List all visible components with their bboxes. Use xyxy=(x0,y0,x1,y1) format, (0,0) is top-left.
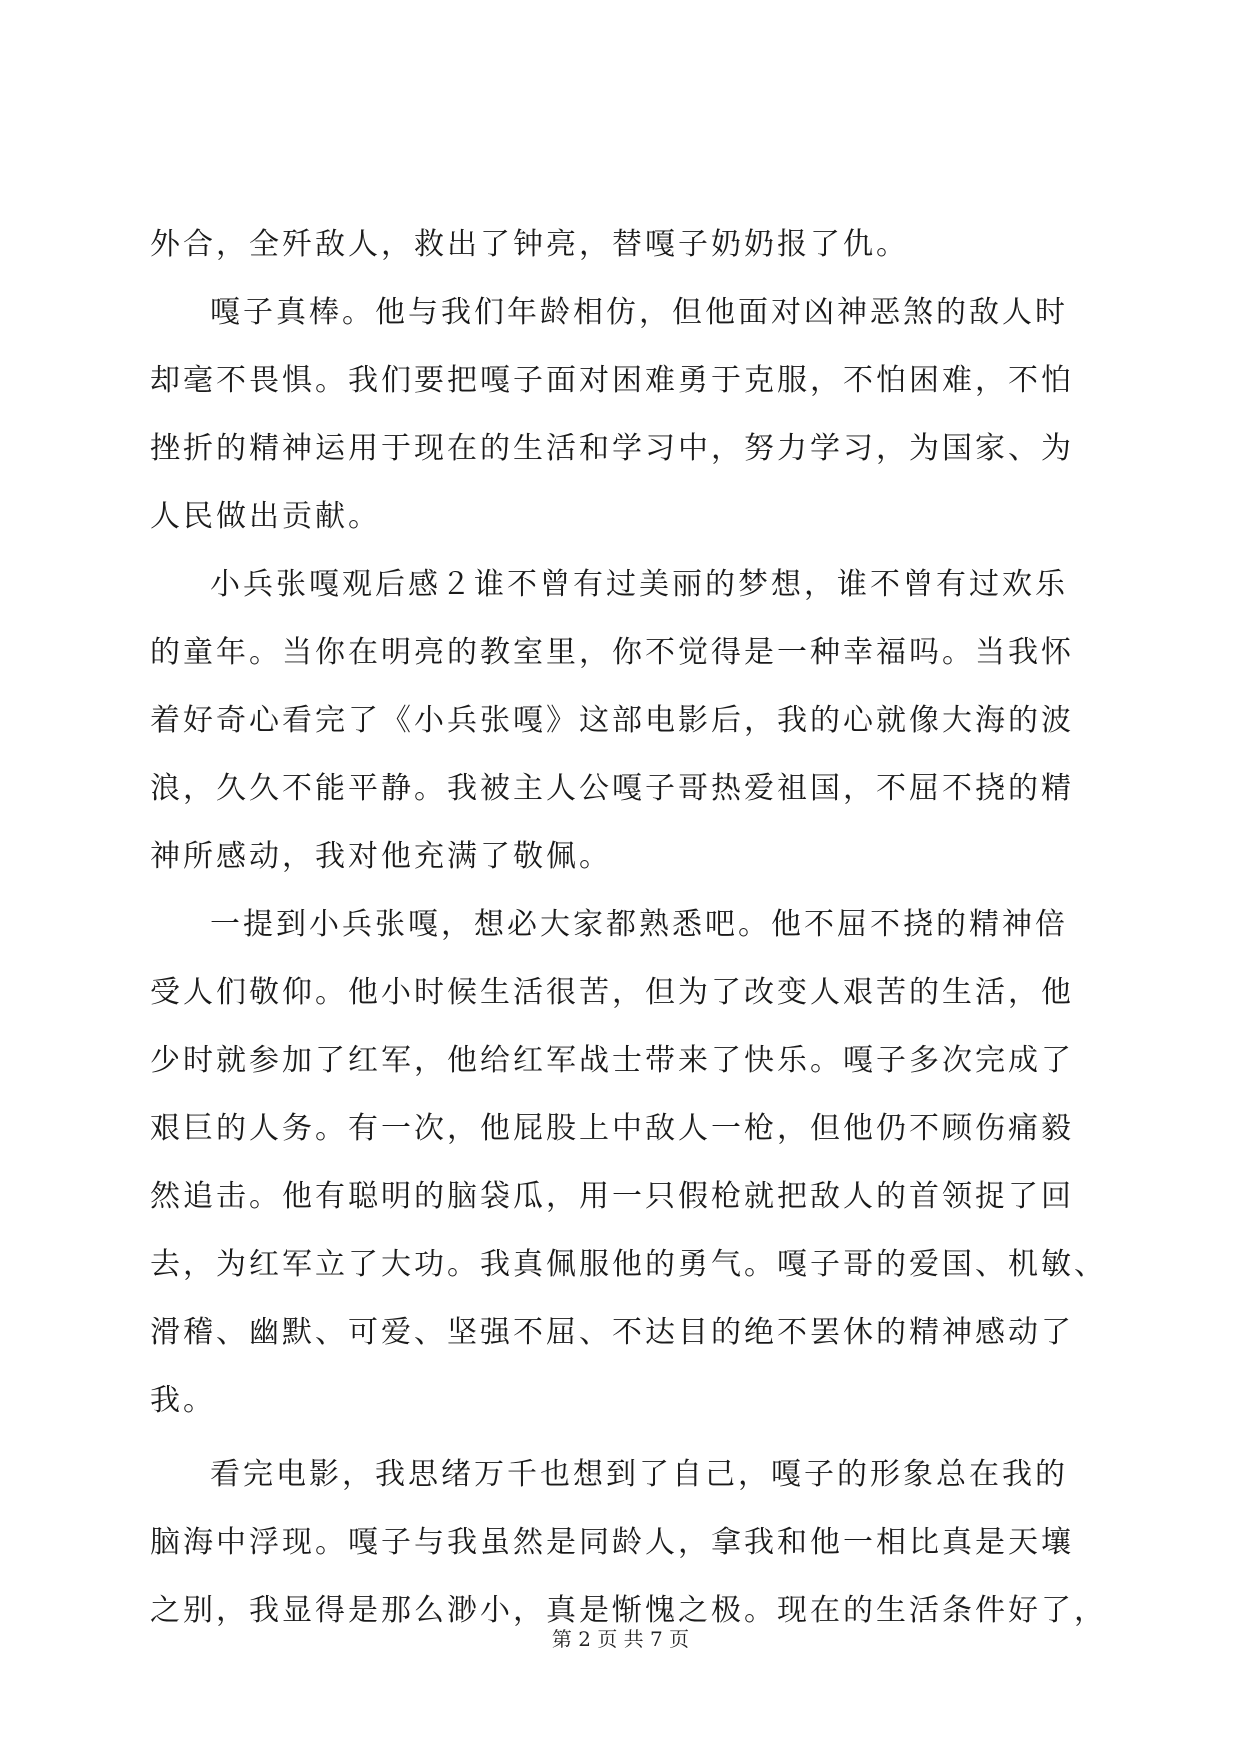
text-line: 艰巨的人务。有一次，他屁股上中敌人一枪，但他仍不顾伤痛毅 xyxy=(150,1111,1074,1146)
text-line: 然追击。他有聪明的脑袋瓜，用一只假枪就把敌人的首领捉了回 xyxy=(150,1179,1074,1214)
text-line: 去，为红军立了大功。我真佩服他的勇气。嘎子哥的爱国、机敏、 xyxy=(150,1247,1107,1282)
text-line: 神所感动，我对他充满了敬佩。 xyxy=(150,839,612,874)
text-line: 着好奇心看完了《小兵张嘎》这部电影后，我的心就像大海的波 xyxy=(150,703,1074,738)
text-line: 外合，全歼敌人，救出了钟亮，替嘎子奶奶报了仇。 xyxy=(150,227,909,262)
text-line: 嘎子真棒。他与我们年龄相仿，但他面对凶神恶煞的敌人时 xyxy=(210,295,1068,330)
text-line: 人民做出贡献。 xyxy=(150,499,381,534)
text-line: 少时就参加了红军，他给红军战士带来了快乐。嘎子多次完成了 xyxy=(150,1043,1074,1078)
text-line: 之别，我显得是那么渺小，真是惭愧之极。现在的生活条件好了， xyxy=(150,1593,1107,1628)
text-line: 小兵张嘎观后感２谁不曾有过美丽的梦想，谁不曾有过欢乐 xyxy=(210,567,1068,602)
text-line: 滑稽、幽默、可爱、坚强不屈、不达目的绝不罢休的精神感动了 xyxy=(150,1315,1074,1350)
text-line: 挫折的精神运用于现在的生活和学习中，努力学习，为国家、为 xyxy=(150,431,1074,466)
text-line: 脑海中浮现。嘎子与我虽然是同龄人，拿我和他一相比真是天壤 xyxy=(150,1525,1074,1560)
page-number-footer: 第 2 页 共 7 页 xyxy=(551,1627,690,1651)
text-line: 一提到小兵张嘎，想必大家都熟悉吧。他不屈不挠的精神倍 xyxy=(210,907,1068,942)
text-line: 浪，久久不能平静。我被主人公嘎子哥热爱祖国，不屈不挠的精 xyxy=(150,771,1074,806)
text-line: 看完电影，我思绪万千也想到了自己，嘎子的形象总在我的 xyxy=(210,1457,1068,1492)
text-line: 却毫不畏惧。我们要把嘎子面对困难勇于克服，不怕困难，不怕 xyxy=(150,363,1074,398)
text-line: 受人们敬仰。他小时候生活很苦，但为了改变人艰苦的生活，他 xyxy=(150,975,1074,1010)
text-line: 的童年。当你在明亮的教室里，你不觉得是一种幸福吗。当我怀 xyxy=(150,635,1074,670)
text-line: 我。 xyxy=(150,1383,216,1418)
